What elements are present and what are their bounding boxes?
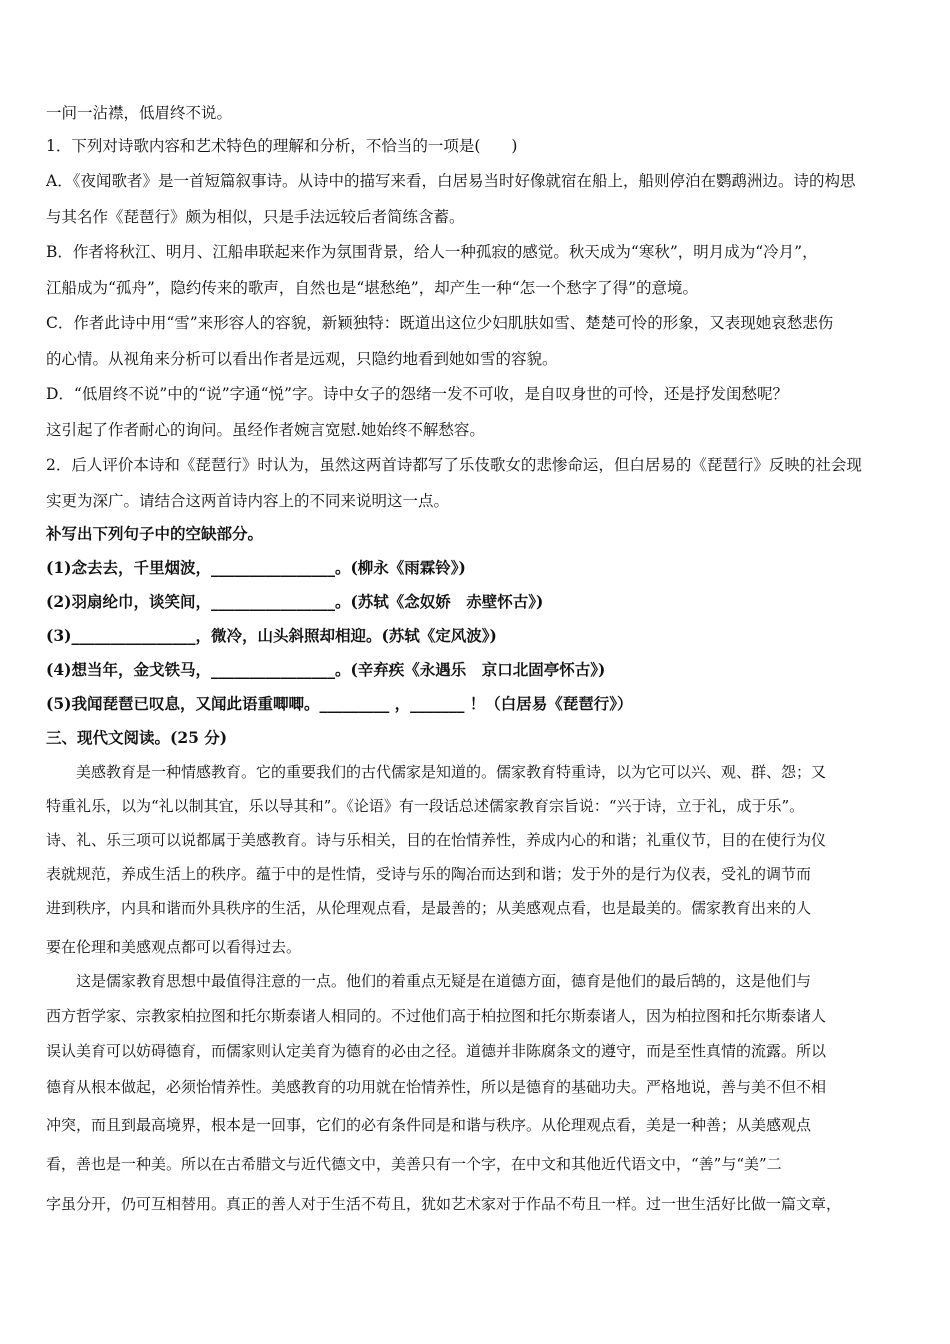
question-2-line-2: 实更为深广。请结合这两首诗内容上的不同来说明这一点。 — [46, 492, 450, 510]
option-d-line-2: 这引起了作者耐心的询问。虽经作者婉言宽慰.她始终不解愁容。 — [46, 421, 485, 439]
passage-p2-line-3: 误认美育可以妨碍德育，而儒家则认定美育为德育的必由之径。道德并非陈腐条文的遵守，而是至性真情的流露。所以 — [46, 1042, 827, 1060]
passage-p1-line-6: 要在伦理和美感观点都可以看得过去。 — [46, 938, 302, 956]
option-c-line-1: C．作者此诗中用“雪”来形容人的容貌，新颖独特：既道出这位少妇肌肤如雪、楚楚可怜的形象，又表现她哀愁悲伤 — [46, 314, 834, 332]
fill-in-item-4: (4)想当年，金戈铁马，________________。(辛弃疾《永遇乐 京口北固亭怀古》) — [46, 660, 606, 679]
passage-p1-line-2: 特重礼乐，以为“礼以制其宜，乐以导其和”。《论语》有一段话总述儒家教育宗旨说：“兴于诗，立于礼，成于乐”。 — [46, 797, 805, 815]
passage-p2-line-7: 字虽分开，仍可互相替用。真正的善人对于生活不苟且，犹如艺术家对于作品不苟且一样。过一世生活好比做一篇文章， — [46, 1195, 842, 1213]
passage-p2-line-4: 德育从根本做起，必须怡情养性。美感教育的功用就在怡情养性，所以是德育的基础功夫。严格地说，善与美不但不相 — [46, 1078, 827, 1096]
option-d-line-1: D．“低眉终不说”中的“说”字通“悦”字。诗中女子的怨绪一发不可收，是自叹身世的可怜，还是抒发闺愁呢？ — [46, 385, 788, 403]
fill-in-item-1: (1)念去去，千里烟波，________________。(柳永《雨霖铃》) — [46, 558, 466, 577]
passage-p1-line-4: 表就规范，养成生活上的秩序。蕴于中的是性情，受诗与乐的陶冶而达到和谐；发于外的是行为仪表，受礼的调节而 — [46, 865, 812, 883]
option-a-line-2: 与其名作《琵琶行》颇为相似，只是手法远较后者简练含蓄。 — [46, 208, 465, 226]
fill-in-item-2: (2)羽扇纶巾，谈笑间，________________。(苏轼《念奴娇 赤壁怀古》) — [46, 592, 544, 611]
passage-p2-line-2: 西方哲学家、宗教家柏拉图和托尔斯泰诸人相同的。不过他们高于柏拉图和托尔斯泰诸人，因为柏拉图和托尔斯泰诸人 — [46, 1007, 827, 1025]
section-3-heading: 三、现代文阅读。(25 分) — [46, 728, 228, 747]
option-c-line-2: 的心情。从视角来分析可以看出作者是远观，只隐约地看到她如雪的容貌。 — [46, 350, 558, 368]
option-a-line-1: A．《夜闻歌者》是一首短篇叙事诗。从诗中的描写来看，白居易当时好像就宿在船上，船则停泊在鹦鹉洲边。诗的构思 — [46, 172, 856, 190]
passage-p1-line-5: 进到秩序，内具和谐而外具秩序的生活，从伦理观点看，是最善的；从美感观点看，也是最美的。儒家教育出来的人 — [46, 899, 812, 917]
option-b-line-2: 江船成为“孤舟”，隐约传来的歌声，自然也是“堪愁绝”，却产生一种“怎一个愁字了得”的意境。 — [46, 279, 699, 297]
poem-last-line: 一问一沾襟，低眉终不说。 — [46, 104, 233, 122]
question-1-stem: 1．下列对诗歌内容和艺术特色的理解和分析，不恰当的一项是( ) — [46, 137, 518, 155]
option-b-line-1: B．作者将秋江、明月、江船串联起来作为氛围背景，给人一种孤寂的感觉。秋天成为“寒秋”，明月成为“冷月”， — [46, 243, 818, 261]
passage-p1-line-3: 诗、礼、乐三项可以说都属于美感教育。诗与乐相关，目的在怡情养性，养成内心的和谐；礼重仪节，目的在使行为仪 — [46, 831, 827, 849]
passage-p1-line-1: 美感教育是一种情感教育。它的重要我们的古代儒家是知道的。儒家教育特重诗，以为它可以兴、观、群、怨；又 — [46, 763, 827, 781]
fill-in-item-5: (5)我闻琵琶已叹息，又闻此语重唧唧。_________ ，_______ ！（白居易《琵琶行》） — [46, 694, 633, 713]
passage-p2-line-1: 这是儒家教育思想中最值得注意的一点。他们的着重点无疑是在道德方面，德育是他们的最后鹄的，这是他们与 — [46, 972, 812, 990]
fill-in-heading: 补写出下列句子中的空缺部分。 — [46, 524, 264, 543]
passage-p2-line-5: 冲突，而且到最高境界，根本是一回事，它们的必有条件同是和谐与秩序。从伦理观点看，美是一种善；从美感观点 — [46, 1116, 812, 1134]
question-2-line-1: 2．后人评价本诗和《琵琶行》时认为，虽然这两首诗都写了乐伎歌女的悲惨命运，但白居易的《琵琶行》反映的社会现 — [46, 456, 862, 474]
passage-p2-line-6: 看，善也是一种美。所以在古希腊文与近代德文中，美善只有一个字，在中文和其他近代语文中，“善”与“美”二 — [46, 1155, 782, 1173]
fill-in-item-3: (3)________________，微冷，山头斜照却相迎。(苏轼《定风波》) — [46, 626, 497, 645]
